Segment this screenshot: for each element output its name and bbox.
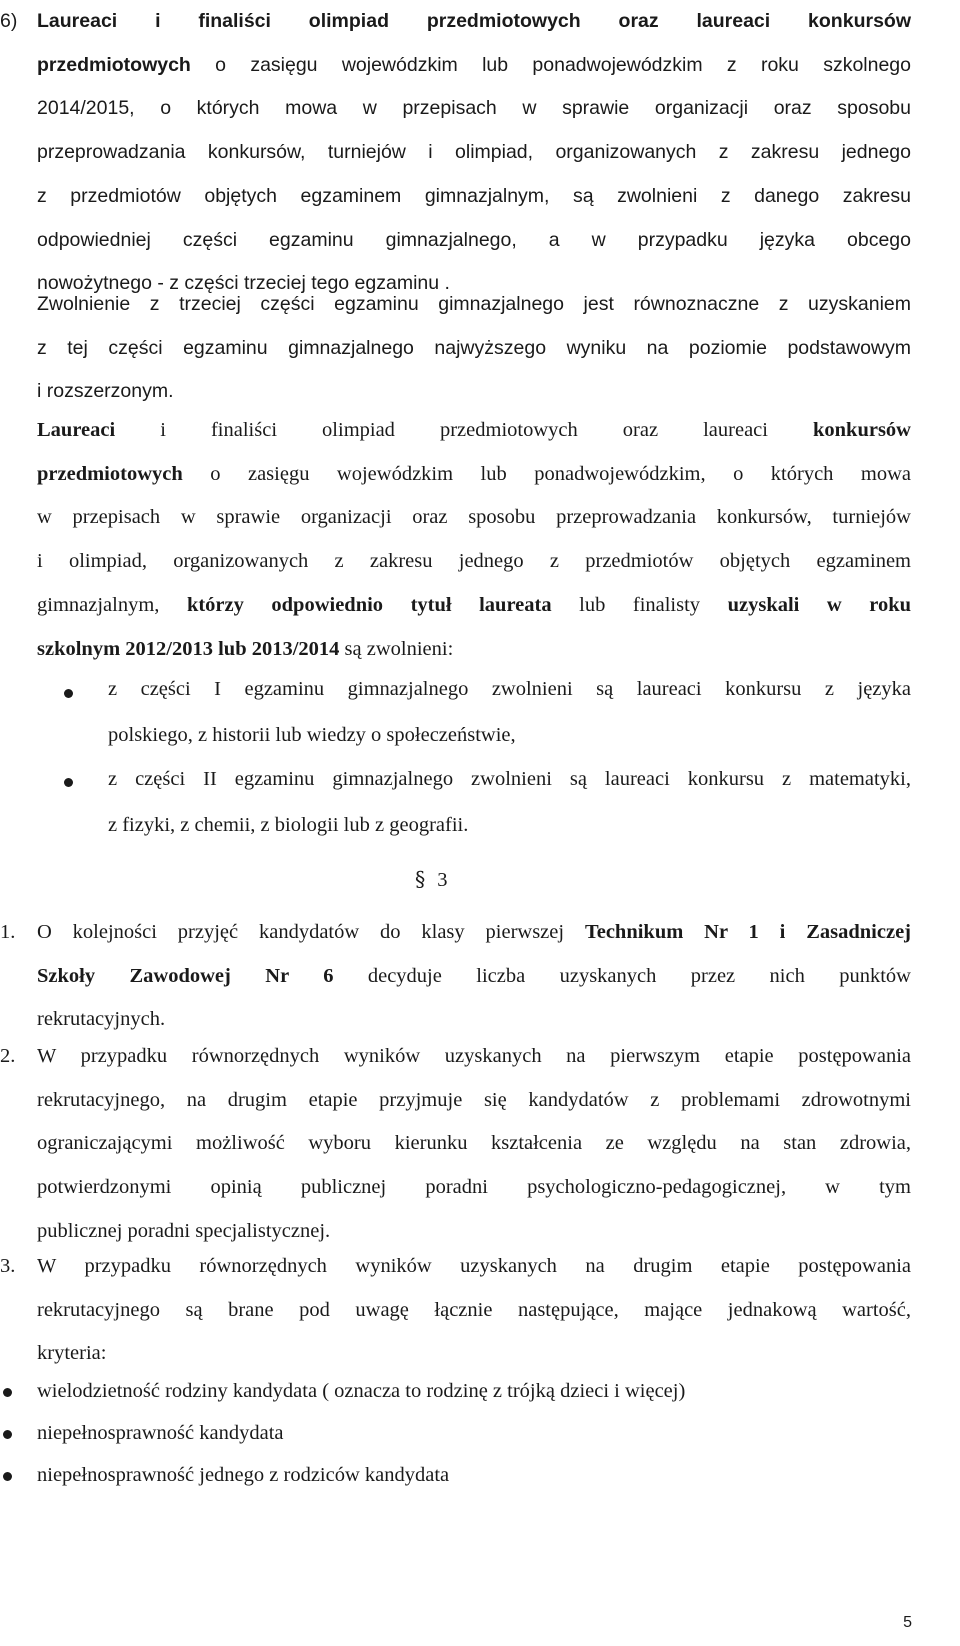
text-run: rekrutacyjnego, na drugim etapie przyjmuje się kandydatów z problemami zdrowotnymi [37, 1088, 911, 1111]
text-line [37, 540, 911, 584]
bold-text: Technikum Nr 1 i Zasadniczej [584, 921, 911, 943]
criteria-item: niepełnosprawność kandydata [37, 1422, 284, 1444]
bold-text: konkursów [813, 419, 911, 441]
text-run: ograniczającymi możliwość wyboru kierunku kształcenia ze względu na stan zdrowia, [37, 1132, 911, 1155]
text-line: polskiego, z historii lub wiedzy o społeczeństwie, [108, 724, 516, 746]
text-run: lub finalisty [551, 593, 728, 616]
item-text [37, 1035, 911, 1254]
text-line [37, 44, 911, 88]
text-run: W przypadku równorzędnych wyników uzyskanych na drugim etapie postępowania [37, 1255, 911, 1277]
paragraph-6-text [37, 0, 911, 306]
text-line [37, 628, 911, 672]
text-run: i olimpiad, organizowanych z zakresu jednego z przedmiotów objętych egzaminem [37, 550, 911, 573]
exemption-item [108, 666, 911, 758]
item-text [37, 911, 911, 1042]
text-line [37, 409, 911, 453]
text-line [37, 911, 911, 955]
criteria-item: niepełnosprawność jednego z rodziców kandydata [37, 1464, 450, 1486]
text-line [37, 219, 911, 263]
text-run: o zasięgu wojewódzkim lub ponadwojewódzkim z roku szkolnego [190, 53, 911, 76]
bullet-icon [3, 1388, 12, 1397]
zwolnienie-text [37, 283, 911, 414]
text-run: w przepisach w sprawie organizacji oraz sposobu przeprowadzania konkursów, turniejów [37, 506, 911, 529]
bold-text: przedmiotowych [37, 53, 191, 76]
text-line [37, 1166, 911, 1210]
text-line [37, 1035, 911, 1079]
bold-text: uzyskali w roku [727, 593, 912, 616]
bold-text: przedmiotowych [37, 462, 183, 485]
bullet-icon [3, 1430, 12, 1439]
exemption-item [108, 756, 911, 848]
text-line [37, 0, 911, 44]
bold-text: Laureaci i finaliści olimpiad przedmiotowych oraz laureaci konkursów [37, 10, 911, 32]
text-run: z przedmiotów objętych egzaminem gimnazjalnym, są zwolnieni z danego zakresu [37, 184, 911, 207]
paragraph-number: 6) [0, 10, 18, 32]
bold-text: Laureaci [37, 419, 116, 441]
section-heading [415, 864, 448, 895]
bold-text: którzy odpowiednio tytuł laureata [186, 593, 552, 616]
laureaci-paragraph [37, 409, 911, 671]
section-number: 3 [437, 869, 448, 891]
text-line [37, 87, 911, 131]
bold-text: szkolnym 2012/2013 lub 2013/2014 [37, 637, 340, 660]
text-run: decyduje liczba uzyskanych przez nich punktów [333, 964, 911, 987]
text-run: nowożytnego - z części trzeciej tego egzaminu . [37, 272, 450, 295]
text-line [37, 1079, 911, 1123]
text-run: W przypadku równorzędnych wyników uzyskanych na pierwszym etapie postępowania [37, 1045, 911, 1067]
text-run: kryteria: [37, 1342, 107, 1365]
text-run: przeprowadzania konkursów, turniejów i olimpiad, organizowanych z zakresu jednego [37, 141, 911, 164]
text-line [37, 1245, 911, 1289]
text-line [37, 584, 911, 628]
text-line: Zwolnienie z trzeciej części egzaminu gimnazjalnego jest równoznaczne z uzyskaniem [37, 293, 911, 315]
page-number: 5 [903, 1614, 912, 1631]
item-text [37, 1245, 911, 1376]
text-run: i finaliści olimpiad przedmiotowych oraz laureaci [115, 419, 813, 441]
text-line [37, 1289, 911, 1333]
text-run: są zwolnieni: [339, 637, 454, 660]
item-number: 2. [0, 1045, 16, 1067]
bold-text: Szkoły Zawodowej Nr 6 [37, 964, 334, 987]
text-line: z części I egzaminu gimnazjalnego zwolnieni są laureaci konkursu z języka [108, 678, 911, 700]
item-number: 1. [0, 921, 16, 943]
text-line: i rozszerzonym. [37, 380, 174, 403]
text-line [37, 175, 911, 219]
text-line [37, 131, 911, 175]
text-run: odpowiedniej części egzaminu gimnazjalnego, a w przypadku języka obcego [37, 228, 911, 251]
text-line: z części II egzaminu gimnazjalnego zwolnieni są laureaci konkursu z matematyki, [108, 768, 911, 790]
text-run: o zasięgu wojewódzkim lub ponadwojewódzkim, o których mowa [182, 462, 911, 485]
text-run: gimnazjalnym, [37, 593, 187, 616]
text-run: publicznej poradni specjalistycznej. [37, 1219, 331, 1242]
text-line [37, 1122, 911, 1166]
bullet-icon [64, 778, 73, 787]
text-line: z tej części egzaminu gimnazjalnego najwyższego wyniku na poziomie podstawowym [37, 336, 911, 359]
text-run: O kolejności przyjęć kandydatów do klasy pierwszej [37, 921, 585, 943]
text-line [37, 453, 911, 497]
text-line: z fizyki, z chemii, z biologii lub z geografii. [108, 814, 469, 836]
text-run: 2014/2015, o których mowa w przepisach w sprawie organizacji oraz sposobu [37, 97, 911, 120]
text-run: rekrutacyjnych. [37, 1008, 166, 1031]
text-line [37, 955, 911, 999]
bullet-icon [3, 1472, 12, 1481]
item-number: 3. [0, 1255, 16, 1277]
text-run: rekrutacyjnego są brane pod uwagę łącznie następujące, mające jednakową wartość, [37, 1298, 911, 1321]
criteria-item: wielodzietność rodziny kandydata ( oznacza to rodzinę z trójką dzieci i więcej) [37, 1380, 686, 1402]
text-line [37, 496, 911, 540]
bullet-icon [64, 689, 73, 698]
text-run: potwierdzonymi opinią publicznej poradni psychologiczno-pedagogicznej, w tym [37, 1176, 911, 1199]
section-mark: § [415, 867, 426, 891]
